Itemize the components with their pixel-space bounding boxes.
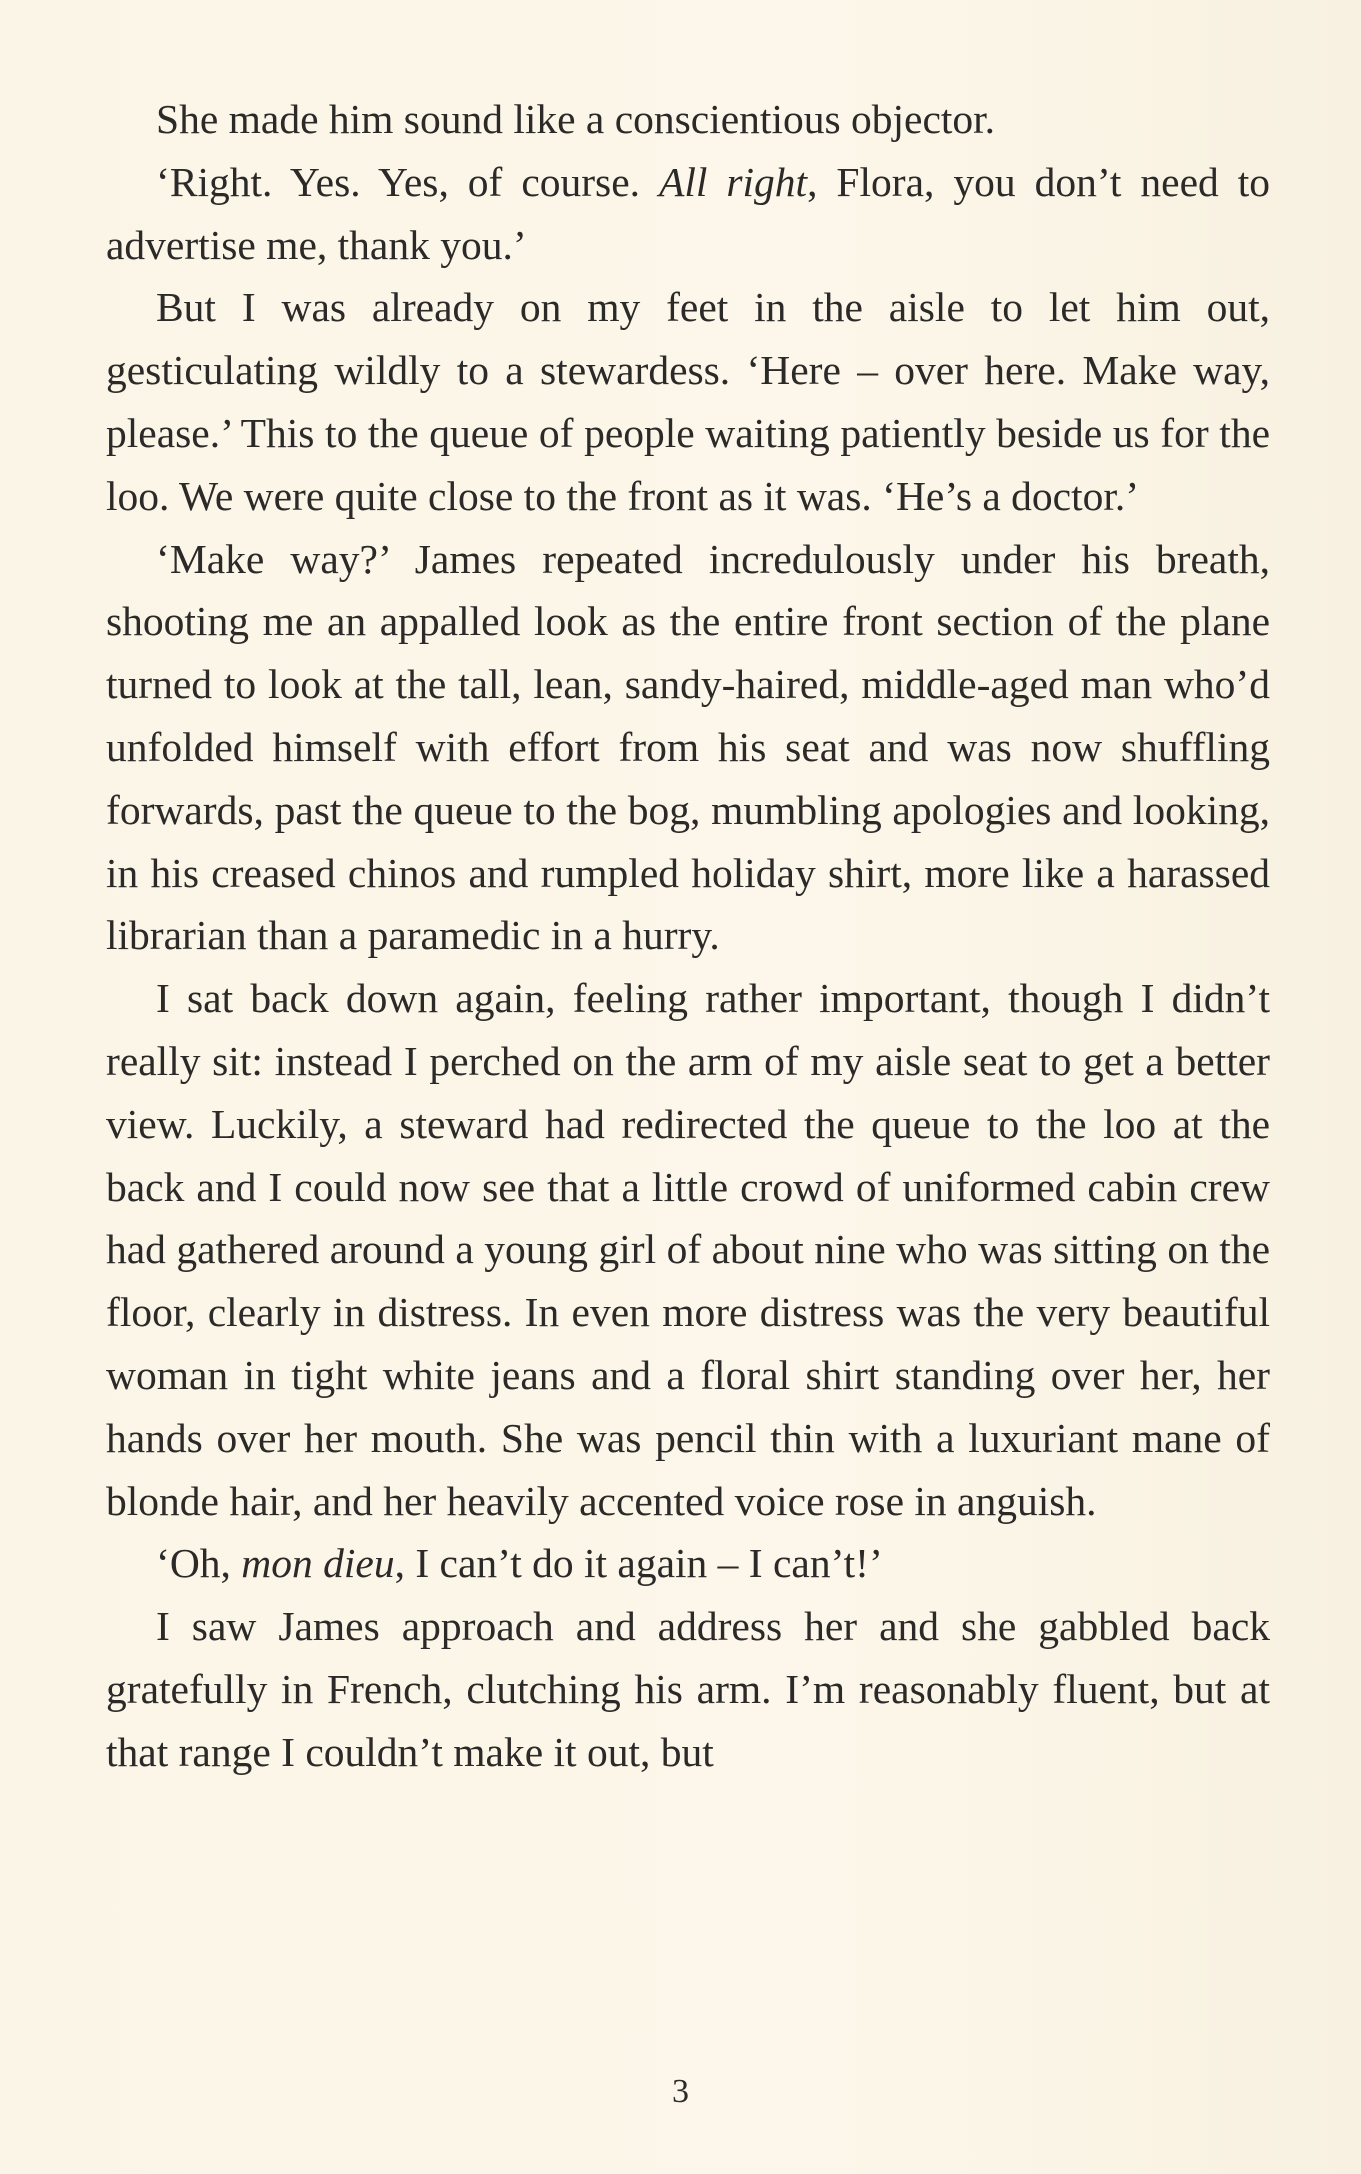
italic-text: mon dieu [241, 1540, 395, 1587]
text-run: But I was already on my feet in the aisle to let him out, gesticulating wildly to a stewardess. ‘Here – over here. Make way, please.’ This to the queue of people waiting patiently beside us for the loo. We were quite close to the front as it was. ‘He’s a doctor.’ [106, 284, 1270, 519]
italic-text: All right [658, 158, 808, 205]
text-run: I sat back down again, feeling rather important, though I didn’t really sit: instead I perched on the arm of my aisle seat to get a better view. Luckily, a steward had redirected the queue to the loo at the back and I could now see that a little crowd of uniformed cabin crew had gathered around a young girl of about nine who was sitting on the floor, clearly in distress. In even more distress was the very beautiful woman in tight white jeans and a floral shirt standing over her, her hands over her mouth. She was pencil thin with a luxuriant mane of blonde hair, and her heavily accented voice rose in anguish. [106, 975, 1270, 1524]
text-run: She made him sound like a conscientious objector. [156, 96, 996, 142]
paragraph [106, 528, 1270, 968]
text-run: , I can’t do it again – I can’t!’ [394, 1540, 883, 1587]
paragraph [106, 151, 1270, 277]
paragraph [106, 1532, 1270, 1595]
text-run: ‘Make way?’ James repeated incredulously under his breath, shooting me an appalled look as the entire front section of the plane turned to look at the tall, lean, sandy-haired, middle-aged man who’d unfolded himself with effort from his seat and was now shuffling forwards, past the queue to the bog, mumbling apologies and looking, in his creased chinos and rumpled holiday shirt, more like a harassed librarian than a paramedic in a hurry. [106, 535, 1270, 959]
body-text [106, 88, 1270, 1784]
paragraph [106, 88, 1270, 151]
text-run: ‘Right. Yes. Yes, of course. [156, 158, 659, 205]
text-run: I saw James approach and address her and she gabbled back gratefully in French, clutching his arm. I’m reasonably fluent, but at that range I couldn’t make it out, but [106, 1603, 1270, 1775]
text-run: ‘Oh, [156, 1540, 242, 1587]
text-run: , Flora, you don’t need to advertise me, thank you.’ [106, 158, 1270, 268]
paragraph [106, 276, 1270, 527]
page-number: 3 [672, 2073, 689, 2110]
paragraph [106, 1595, 1270, 1783]
paragraph [106, 967, 1270, 1532]
